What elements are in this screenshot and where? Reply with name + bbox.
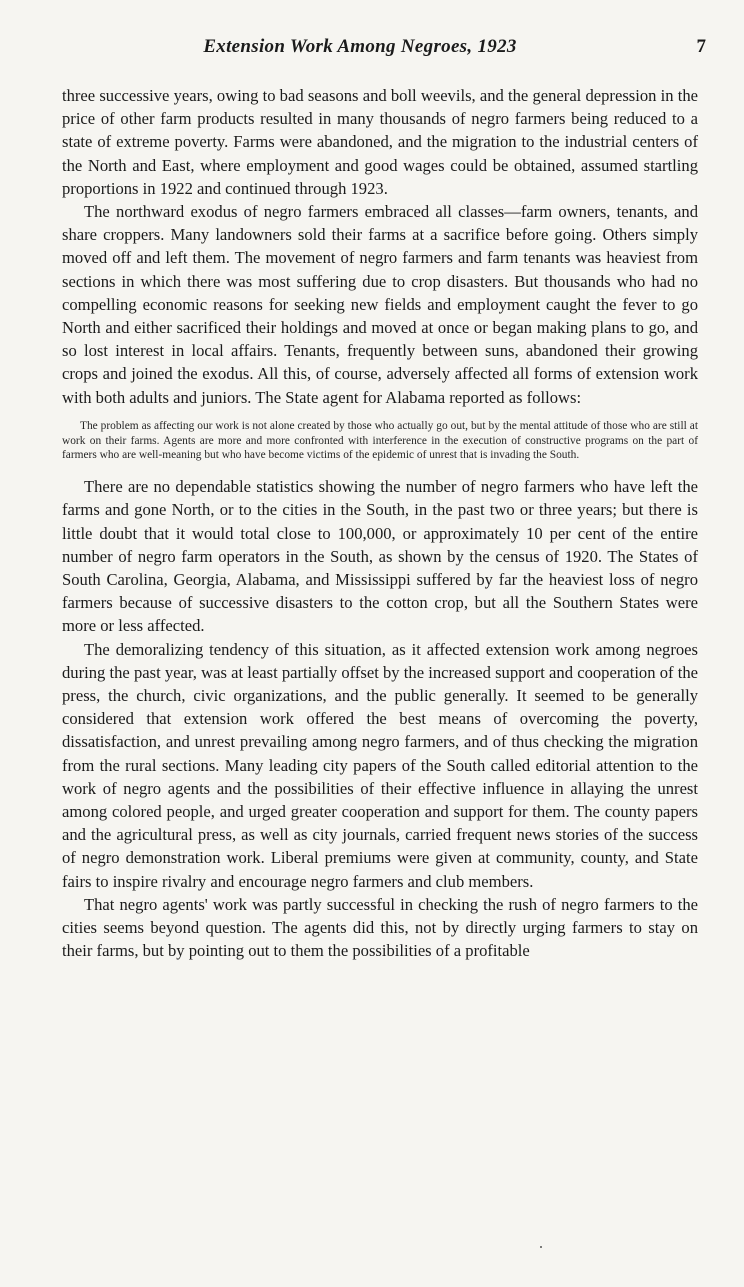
page-number: 7 bbox=[696, 36, 706, 57]
scan-speck bbox=[540, 1246, 542, 1248]
paragraph-demoralizing-tendency: The demoralizing tendency of this situation, as it affected extension work among negroes during the past year, was at least partially offset by the increased support and cooperation of the press, the church, civic organizations, and the public generally. It seemed to be generally considered that extension work offered the best means of overcoming the poverty, dissatisfaction, and unrest prevailing among negro farmers, and of thus checking the migration from the rural sections. Many leading city papers of the South called editorial attention to the work of negro agents and the possibilities of their effective influence in allaying the unrest among colored people, and urged greater cooperation and support for them. The county papers and the agricultural press, as well as city journals, carried frequent news stories of the success of negro demonstration work. Liberal premiums were given at community, county, and State fairs to inspire rivalry and encourage negro farmers and club members. bbox=[62, 639, 698, 891]
paragraph-northward-exodus: The northward exodus of negro farmers embraced all classes—farm owners, tenants, and share croppers. Many landowners sold their farms at a sacrifice before going. Others simply moved off and left them. The movement of negro farmers and farm tenants was heaviest from sections in which there was most suffering due to crop disasters. But thousands who had no compelling economic reasons for seeking new fields and employment caught the fever to go North and either sacrificed their holdings and moved at once or began making plans to go, and so lost interest in local affairs. Tenants, frequently between suns, abandoned their growing crops and joined the exodus. All this, of course, adversely affected all forms of extension work with both adults and juniors. The State agent for Alabama reported as follows: bbox=[62, 202, 698, 407]
paragraph-continued: three successive years, owing to bad seasons and boll weevils, and the general depression in the price of other farm products resulted in many thousands of negro farmers being reduced to a state of extreme poverty. Farms were abandoned, and the migration to the industrial centers of the North and East, where employment and good wages could be obtained, assumed startling proportions in 1922 and continued through 1923. bbox=[62, 86, 698, 198]
running-header bbox=[60, 36, 706, 62]
paragraph-statistics: There are no dependable statistics showing the number of negro farmers who have left the farms and gone North, or to the cities in the South, in the past two or three years; but there is little doubt that it would total close to 100,000, or approximately 10 per cent of the entire number of negro farm operators in the South, as shown by the census of 1920. The States of South Carolina, Georgia, Alabama, and Mississippi suffered by far the heaviest loss of negro farmers because of successive disasters to the cotton crop, but all the Southern States were more or less affected. bbox=[62, 477, 698, 636]
running-title: Extension Work Among Negroes, 1923 bbox=[203, 36, 517, 57]
block-quote-alabama-report: The problem as affecting our work is not alone created by those who actually go out, but by the mental attitude of those who are still at work on their farms. Agents are more and more confronted with interference in the execution of constructive programs on the part of farmers who are well-meaning but who have become victims of the epidemic of unrest that is invading the South. bbox=[62, 419, 698, 462]
paragraph-agents-work: That negro agents' work was partly successful in checking the rush of negro farmers to the cities seems beyond question. The agents did this, not by directly urging farmers to stay on their farms, but by pointing out to them the possibilities of a profitable bbox=[62, 894, 698, 961]
body-text bbox=[62, 84, 698, 963]
